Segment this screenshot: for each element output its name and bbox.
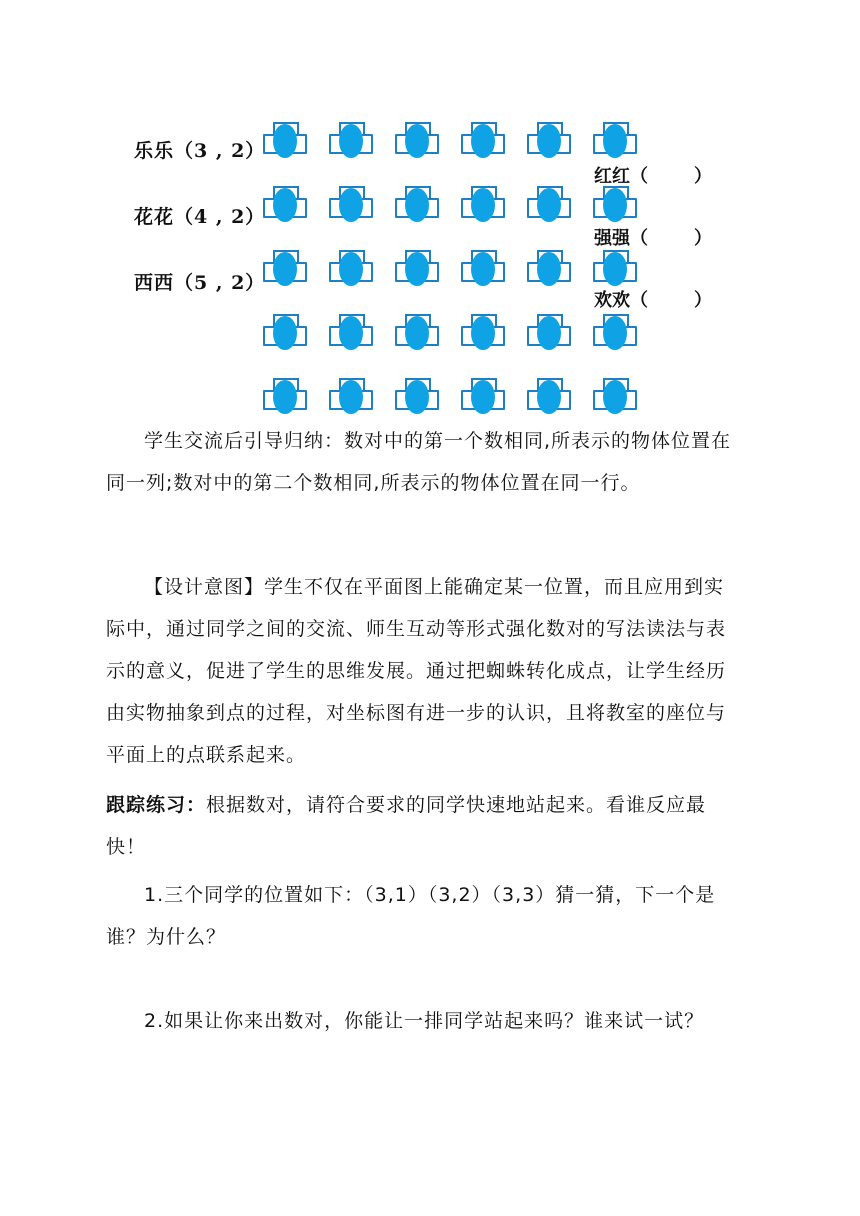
student-head-icon (603, 316, 627, 350)
label-qiangqiang-close: ） (694, 228, 712, 249)
seat (461, 250, 505, 298)
seat (527, 250, 571, 298)
practice-label: 跟踪练习： (106, 794, 207, 816)
seat (329, 122, 373, 170)
practice-paragraph (106, 784, 732, 868)
label-honghong (594, 162, 712, 188)
label-huahua: 花花（4 , 2） (134, 206, 266, 228)
seat (329, 378, 373, 426)
student-head-icon (405, 188, 429, 222)
practice-text: 根据数对，请符合要求的同学快速地站起来。看谁反应最快！ (106, 794, 707, 858)
question-2: 2.如果让你来出数对，你能让一排同学站起来吗？谁来试一试？ (144, 1010, 705, 1032)
seat (395, 314, 439, 362)
seat (593, 378, 637, 426)
student-head-icon (537, 316, 561, 350)
seating-figure (0, 0, 860, 420)
seat (329, 314, 373, 362)
student-head-icon (471, 188, 495, 222)
student-head-icon (471, 252, 495, 286)
seat (263, 250, 307, 298)
student-head-icon (273, 188, 297, 222)
label-qiangqiang-name: 强强 (594, 228, 630, 249)
student-head-icon (405, 124, 429, 158)
seat (527, 314, 571, 362)
seat (395, 122, 439, 170)
label-huanhuan-open: （ (630, 290, 648, 311)
student-head-icon (339, 380, 363, 414)
seat (263, 378, 307, 426)
student-head-icon (537, 380, 561, 414)
seat (593, 314, 637, 362)
student-head-icon (405, 252, 429, 286)
summary-paragraph: 学生交流后引导归纳：数对中的第一个数相同,所表示的物体位置在同一列;数对中的第二个数相同,所表示的物体位置在同一行。 (106, 430, 732, 494)
student-head-icon (471, 380, 495, 414)
student-head-icon (471, 316, 495, 350)
student-head-icon (273, 252, 297, 286)
seat (395, 378, 439, 426)
label-huanhuan (594, 286, 712, 312)
student-head-icon (537, 188, 561, 222)
label-qiangqiang-open: （ (630, 228, 648, 249)
label-honghong-name: 红红 (594, 166, 630, 187)
student-head-icon (339, 252, 363, 286)
seat (527, 378, 571, 426)
label-honghong-open: （ (630, 166, 648, 187)
seat (329, 250, 373, 298)
label-lele: 乐乐（3 , 2） (134, 140, 266, 162)
student-head-icon (273, 316, 297, 350)
seat (461, 186, 505, 234)
seat (263, 186, 307, 234)
seat (527, 122, 571, 170)
student-head-icon (339, 316, 363, 350)
seat (263, 314, 307, 362)
student-head-icon (273, 380, 297, 414)
seat (461, 314, 505, 362)
label-honghong-close: ） (694, 166, 712, 187)
seat (461, 378, 505, 426)
seat (263, 122, 307, 170)
student-head-icon (603, 380, 627, 414)
student-head-icon (339, 188, 363, 222)
student-head-icon (471, 124, 495, 158)
label-qiangqiang (594, 224, 712, 250)
student-head-icon (273, 124, 297, 158)
student-head-icon (405, 380, 429, 414)
student-head-icon (537, 124, 561, 158)
seat (527, 186, 571, 234)
student-head-icon (537, 252, 561, 286)
seat (461, 122, 505, 170)
seat (329, 186, 373, 234)
design-intent-paragraph: 【设计意图】学生不仅在平面图上能确定某一位置，而且应用到实际中，通过同学之间的交流、师生互动等形式强化数对的写法读法与表示的意义，促进了学生的思维发展。通过把蜘蛛转化成点，让学生经历由实物抽象到点的过程，对坐标图有进一步的认识，且将教室的座位与平面上的点联系起来。 (106, 576, 727, 766)
label-huanhuan-close: ） (694, 290, 712, 311)
student-head-icon (603, 124, 627, 158)
student-head-icon (603, 188, 627, 222)
student-head-icon (339, 124, 363, 158)
student-head-icon (603, 252, 627, 286)
label-xixi: 西西（5 , 2） (134, 272, 266, 294)
seat (395, 250, 439, 298)
student-head-icon (405, 316, 429, 350)
question-1: 1.三个同学的位置如下：（3,1）（3,2）（3,3）猜一猜，下一个是谁？为什么？ (106, 884, 716, 948)
label-huanhuan-name: 欢欢 (594, 290, 630, 311)
seat (395, 186, 439, 234)
